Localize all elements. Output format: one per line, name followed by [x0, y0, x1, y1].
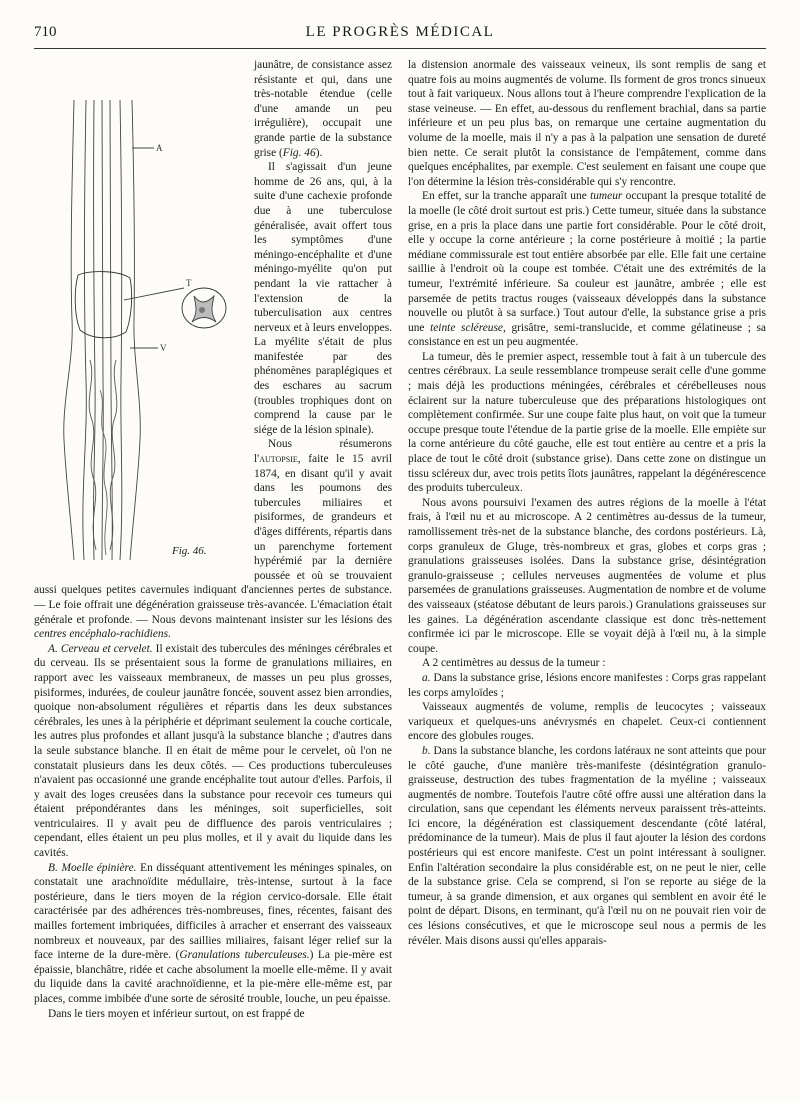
paragraph: B. Moelle épinière. En disséquant attentivement les méninges spinales, on constatait une arachnoïdite médullaire, très-intense, surtout à la face postérieure, dans le tiers moyen de la région cervico-dorsale. Elle était caractérisée par des adhérences très-nombreuses, fines, récentes, faisant des mailles fortement imbriquées, difficiles à arracher et enserrant des vaisseaux nombreux et nouveaux, par des saillies miliaires, faisant léger relief sur la face interne de la dure-mère. (Granulations tuberculeuses.) La pie-mère est épaissie, blanchâtre, ridée et cache absolument la moelle elle-même. Il y avait du liquide dans la cavité arachnoïdienne, et la pie-mère elle-même est, par places, comme imbibée d'une sorte de sérosité trouble, louche, un peu épaisse.: [34, 861, 393, 1005]
paragraph: A. Cerveau et cervelet. Il existait des tubercules des méninges cérébrales et du cerveau. Ils se présentaient sous la forme de granulations miliaires, en rapport avec les vaisseaux membraneux, de masses un peu plus grosses, pisiformes, indurées, de couleur jaunâtre foncée, souvent assez bien arrondies, quoique non-absolument régulières et répartis dans les deux substances cérébrales, les unes à la périphérie et déprimant seulement la couche corticale, les autres plus profondes et allant jusqu'à la substance blanche ; d'autres dans la seule substance blanche. Il en était de même pour le cervelet, où l'on ne constatait plusieurs dans les deux côtés. — Ces productions tuberculeuses n'avaient pas occasionné une grande encéphalite tout autour d'elles. Parfois, il y avait des loges creusées dans la substance pour recevoir ces tumeurs qui étaient prépondérantes dans les méninges, soit superficielles, soit ventriculaires. Il y avait peu de diffluence des parois ventriculaires ; cependant, elles étaient un peu plus molles, et il y avait du liquide dans les cavités.: [34, 642, 392, 860]
left-column: [34, 58, 392, 1021]
paragraph: En effet, sur la tranche apparaît une tumeur occupant la presque totalité de la moelle (le côté droit surtout est pris.) Cette tumeur, située dans la substance grise, en a pris la place dans une partie fort considérable. Pour le côté droit, elle y occupe la corne antérieure ; la corne postérieure à moitié ; la partie médiane commissurale est tout entière absorbée par elle. Elle fait une certaine saillie à l'endroit où la coupe est tombée. C'était une des extrémités de la tumeur, l'extrémité inférieure. Sa couleur est jaunâtre, ambrée ; elle est parsemée de petits tractus rouges (vaisseaux développés dans la substance nouvelle ou plutôt à sa surface.) Tout autour d'elle, la substance grise a pris une teinte scléreuse, grisâtre, semi-translucide, et comme gélatineuse ; sa consistance en est un peu augmentée.: [408, 190, 766, 349]
paragraph: Nous résumerons l'autopsie, faite le 15 avril 1874, en disant qu'il y avait dans les poumons des tubercules miliaires et pisiformes, de grandeurs et d'âges différents, répartis dans un parenchyme fortement hypérémié par la dernière poussée et où se trouvaient aussi quelques petites cavernules indiquant d'anciennes pertes de substance. — Le foie offrait une dégénération graisseuse très-avancée. L'émaciation était générale et profonde. — Nous devons maintenant insister sur les lésions des centres encéphalo-rachidiens.: [34, 438, 392, 641]
page-header: [34, 24, 766, 49]
page-number: 710: [34, 24, 57, 40]
paragraph: jaunâtre, de consistance assez résistante et qui, dans une très-notable étendue (celle d'une amande un peu irrégulière), occupait une grande partie de la substance grise (Fig. 46).: [254, 59, 392, 159]
paragraph: Vaisseaux augmentés de volume, remplis de leucocytes ; vaisseaux variqueux et quelques-uns anévrysmés en chapelet. Ceux-ci contiennent encore des globules rouges.: [408, 701, 766, 743]
paragraph: Dans le tiers moyen et inférieur surtout, on est frappé de: [48, 1007, 305, 1020]
figure-label-v: V: [160, 343, 167, 353]
figure-46: [34, 60, 244, 565]
figure-label-t: T: [186, 278, 192, 288]
paragraph: Nous avons poursuivi l'examen des autres régions de la moelle à l'état frais, à l'œil nu et au microscope. A 2 centimètres au-dessus de la tumeur, ramollissement très-net de la substance blanche, des cordons postérieurs. Là, corps granuleux de Gluge, très-nombreux et gras, globes et corps gras ; granulations graisseuses isolées. Dans la substance grise, désintégration granulo-graisseuse ; cellules nerveuses augmentées de volume et plus parsemées de granulations graisseuses. Augmentation de nombre et de volume des vaisseaux (stéatose débutant de leurs parois.) Granulations graisseuses sur les gaines. La dégénération ascendante classique est donc très-nettement confirmée ici par le microscope. Elle se voyait déjà à l'œil nu, à la simple coupe.: [408, 496, 766, 655]
paragraph: a. Dans la substance grise, lésions encore manifestes : Corps gras rappelant les corps amyloïdes ;: [408, 671, 766, 699]
paragraph: La tumeur, dès le premier aspect, ressemble tout à fait à un tubercule des centres cérébraux. La seule ressemblance trompeuse serait celle d'une gomme ; mais déjà les productions méningées, cérébrales et cérébelleuses nous éclairent sur la nature tuberculeuse que des préparations histologiques ont complètement confirmée. Sur une coupe faite plus haut, on voit que la tumeur occupe presque toute l'étendue de la partie grise de la moelle. Elle empiète sur la corne antérieure du côté gauche, elle est tout entière au centre et a pris la place de tout le côté droit (substance grise). Dans cette zone on distingue un tissu scléreux dur, avec trois petits îlots jaunâtres, rappelant la dégénérescence des produits tuberculeux.: [408, 350, 766, 495]
figure-caption: Fig. 46.: [172, 545, 207, 557]
running-title: LE PROGRÈS MÉDICAL: [305, 24, 495, 40]
paragraph: A 2 centimètres au dessus de la tumeur :: [422, 657, 606, 670]
paragraph: Il s'agissait d'un jeune homme de 26 ans, qui, à la suite d'une cachexie profonde due à une tuberculose généralisée, avait offert tous les symptômes d'une méningo-encéphalite et d'une méningo-myélite qu'on put pendant la vie rattacher à l'extension de la tuberculisation aux centres nerveux et à leurs enveloppes. La myélite s'était de plus manifestée par des phénomènes paraplégiques et des eschares au sacrum (troubles trophiques dont on comprend la cause par le siége de la lésion spinale).: [254, 161, 392, 436]
figure-label-a: A: [156, 143, 163, 153]
spinal-cord-illustration: [34, 60, 244, 565]
paragraph: b. Dans la substance blanche, les cordons latéraux ne sont atteints que pour le côté gauche, d'une manière très-manifeste (désintégration granulo-graisseuse, destruction des tubes fragmentation de la myéline ; vaisseaux augmentés de nombre. Toutefois l'autre côté offre aussi une altération dans la circulation, sans que cependant les éléments nerveux paraissent très-atteints. Ici encore, la dégénération est classiquement descendante (côté latéral, prédominance de la tumeur). Mais de plus il faut ajouter la lésion des cordons postérieurs qui est encore manifeste. C'est un point intéressant à souligner. Enfin l'altération secondaire la plus considérable est, on ne peut le nier, celle de la substance grise. Cela se comprend, si l'on se reporte au siége de la tumeur, à sa grande dimension, et aux organes qui semblent en avoir été le point de départ. Disons, en terminant, qu'à l'œil nu on ne pouvait rien voir de ces lésions consécutives, et que le microscope seul nous a permis de les révéler. Mais disons aussi qu'elles apparais-: [408, 744, 766, 947]
right-column: [408, 58, 766, 948]
paragraph: la distension anormale des vaisseaux veineux, ils sont remplis de sang et quatre fois au moins augmentés de volume. Ils forment de gros troncs sinueux tout à fait variqueux. Nous allons tout à l'heure comprendre l'explication de la stase veineuse. — En effet, au-dessous du renflement brachial, dans sa partie inférieure et un peu plus bas, on remarque une certaine augmentation du volume de la moelle, mais il n'y a pas à la palpation une sensation de dureté bien nette. Ce serait plutôt la consistance de l'empâtement, comme dans quelques encéphalites, par exemple. C'est seulement en faisant une coupe que l'on détermine la lésion très-considérable qui s'y rencontre.: [408, 59, 766, 188]
